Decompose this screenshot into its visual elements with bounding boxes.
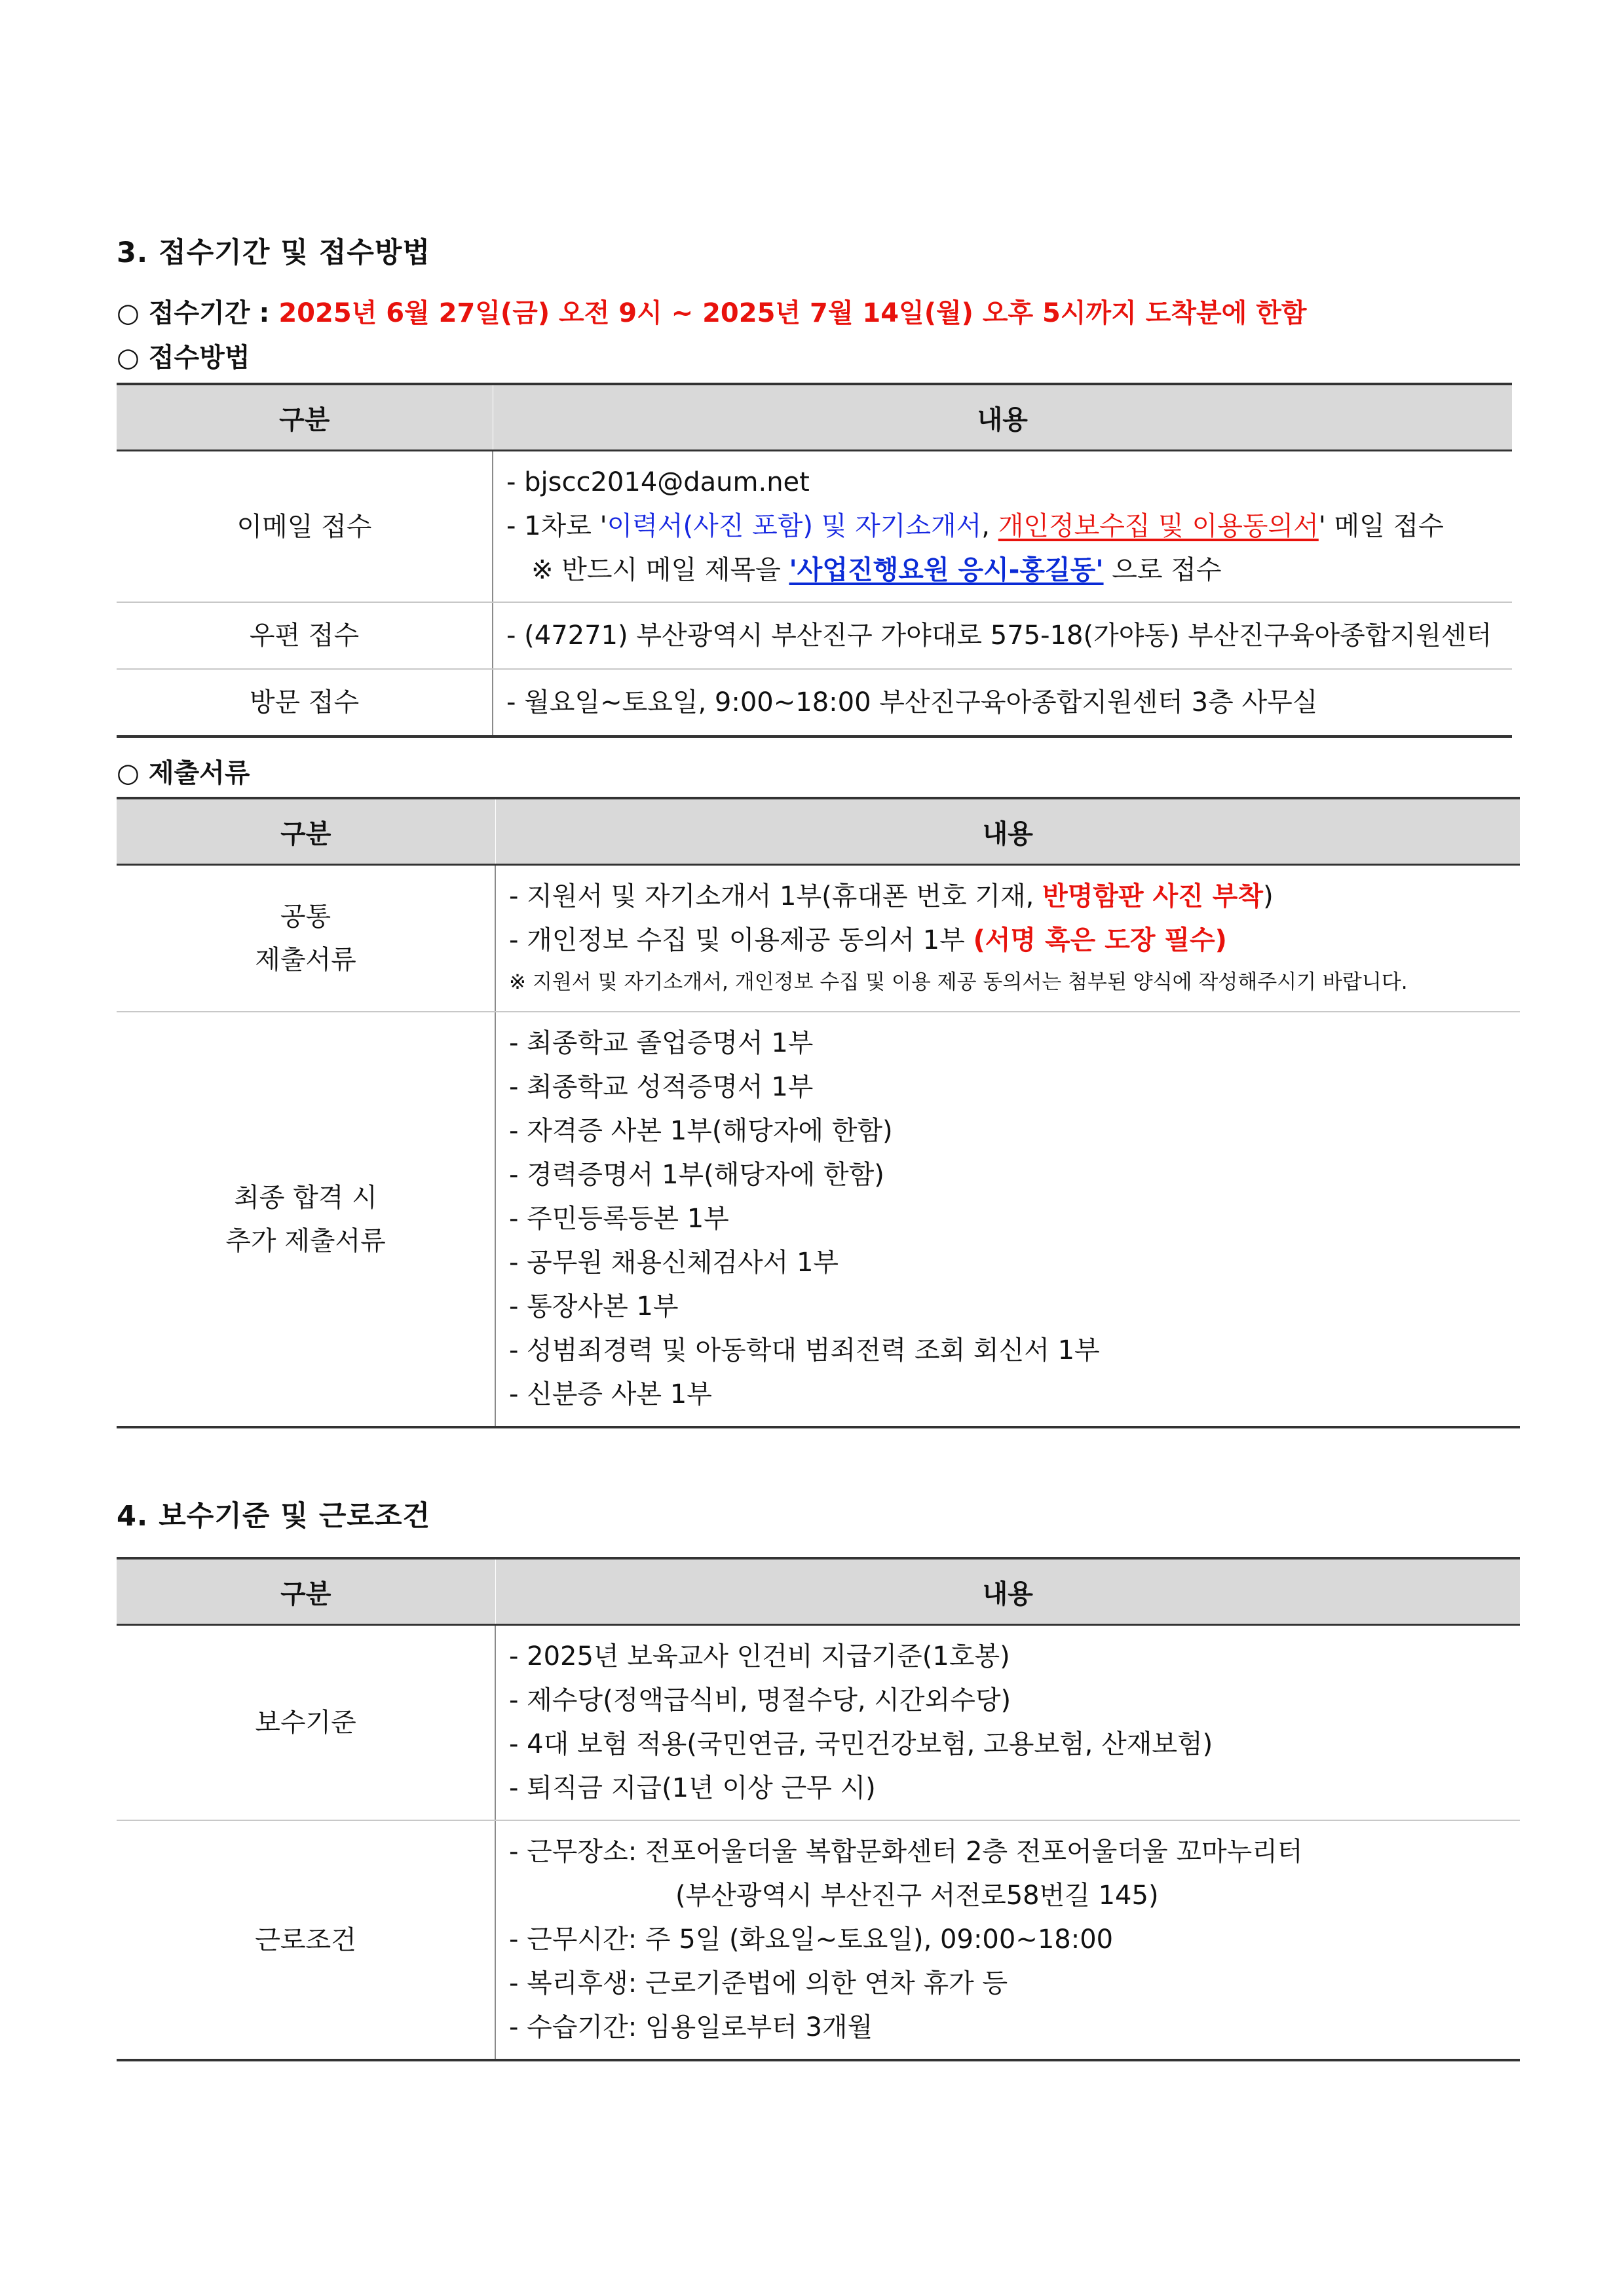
list-item: - 2025년 보육교사 인건비 지급기준(1호봉) (509, 1641, 1010, 1672)
row-content-common-docs (495, 865, 1520, 1012)
text-part: 으로 접수 (1103, 555, 1222, 585)
header-category: 구분 (117, 798, 495, 865)
row-label-pay: 보수기준 (117, 1625, 495, 1821)
table-row-email (117, 451, 1512, 603)
list-item: - 4대 보험 적용(국민연금, 국민건강보험, 고용보험, 산재보험) (509, 1729, 1213, 1759)
row-content-work (495, 1820, 1520, 2060)
list-item: - 신분증 사본 1부 (509, 1379, 712, 1409)
section-3-title: 3. 접수기간 및 접수방법 (117, 237, 431, 269)
docs-label: 제출서류 (148, 758, 250, 788)
visit-info: - 월요일~토요일, 9:00~18:00 부산진구육아종합지원센터 3층 사무실 (506, 687, 1318, 718)
work-place: - 근무장소: 전포어울더울 복합문화센터 2층 전포어울더울 꼬마누리터 (509, 1837, 1303, 1867)
label-line: 공통 (280, 902, 331, 932)
table-row-visit (117, 669, 1512, 737)
row-content-visit (493, 669, 1512, 737)
label-line: 추가 제출서류 (225, 1225, 386, 1256)
text-part: ※ 반드시 메일 제목을 (531, 555, 789, 585)
list-item: - 퇴직금 지급(1년 이상 근무 시) (509, 1773, 876, 1803)
row-label-visit: 방문 접수 (117, 669, 493, 737)
probation-period: - 수습기간: 임용일로부터 3개월 (509, 2012, 873, 2042)
period-line (117, 292, 1306, 330)
docs-table (117, 797, 1520, 1428)
work-place-address: (부산광역시 부산진구 서전로58번길 145) (675, 1881, 1159, 1911)
common-doc-1 (509, 875, 1520, 919)
row-label-post: 우편 접수 (117, 602, 493, 669)
label-line: 최종 합격 시 (234, 1182, 377, 1213)
circle-bullet-icon: ○ (117, 343, 140, 373)
table-header-row (117, 1558, 1520, 1625)
period-value: 2025년 6월 27일(금) 오전 9시 ~ 2025년 7월 14일(월) 오후 5시까지 도착분에 한함 (278, 298, 1307, 328)
row-label-final-docs (117, 1012, 495, 1427)
table-header-row (117, 798, 1520, 865)
table-header-row (117, 384, 1512, 451)
section-4-title: 4. 보수기준 및 근로조건 (117, 1500, 431, 1533)
header-category: 구분 (117, 1558, 495, 1625)
post-address: - (47271) 부산광역시 부산진구 가야대로 575-18(가야동) 부산진구육아종합지원센터 (506, 620, 1492, 651)
row-content-post (493, 602, 1512, 669)
header-content: 내용 (493, 384, 1512, 451)
row-label-email: 이메일 접수 (117, 451, 493, 603)
circle-bullet-icon: ○ (117, 758, 140, 788)
list-item: - 제수당(정액급식비, 명절수당, 시간외수당) (509, 1685, 1011, 1715)
method-label: 접수방법 (148, 343, 250, 373)
method-label-line (117, 337, 250, 374)
common-doc-2 (509, 919, 1520, 963)
table-row-common-docs (117, 865, 1520, 1012)
common-docs-note: ※ 지원서 및 자기소개서, 개인정보 수집 및 이용 제공 동의서는 첨부된 양식에 작성해주시기 바랍니다. (509, 970, 1408, 994)
email-subject-note (506, 548, 1512, 592)
row-label-work: 근로조건 (117, 1820, 495, 2060)
method-table (117, 383, 1512, 738)
text-part: , (981, 511, 998, 541)
text-part: - 개인정보 수집 및 이용제공 동의서 1부 (509, 925, 973, 955)
text-part: - 1차로 ' (506, 511, 607, 541)
header-content: 내용 (495, 798, 1520, 865)
work-hours: - 근무시간: 주 5일 (화요일~토요일), 09:00~18:00 (509, 1924, 1114, 1955)
period-label: 접수기간 : (148, 298, 270, 328)
photo-required-text: 반명함판 사진 부착 (1042, 881, 1264, 911)
circle-bullet-icon: ○ (117, 298, 140, 328)
list-item: - 주민등록등본 1부 (509, 1204, 729, 1234)
row-label-common-docs (117, 865, 495, 1012)
list-item: - 공무원 채용신체검사서 1부 (509, 1248, 839, 1278)
row-content-email (493, 451, 1512, 603)
row-content-pay (495, 1625, 1520, 1821)
text-part: ) (1263, 881, 1274, 911)
consent-form-text: 개인정보수집 및 이용동의서 (998, 511, 1319, 541)
email-instruction (506, 505, 1512, 548)
list-item: - 경력증명서 1부(해당자에 한함) (509, 1160, 884, 1190)
list-item: - 성범죄경력 및 아동학대 범죄전력 조회 회신서 1부 (509, 1335, 1100, 1366)
resume-text: 이력서(사진 포함) 및 자기소개서 (607, 511, 982, 541)
list-item: - 통장사본 1부 (509, 1292, 679, 1322)
table-row-final-docs (117, 1012, 1520, 1427)
signature-required-text: (서명 혹은 도장 필수) (973, 925, 1227, 955)
header-content: 내용 (495, 1558, 1520, 1625)
text-part: ' 메일 접수 (1318, 511, 1444, 541)
email-address: - bjscc2014@daum.net (506, 467, 810, 497)
pay-work-table (117, 1557, 1520, 2061)
header-category: 구분 (117, 384, 493, 451)
text-part: - 지원서 및 자기소개서 1부(휴대폰 번호 기재, (509, 881, 1043, 911)
table-row-post (117, 602, 1512, 669)
list-item: - 최종학교 성적증명서 1부 (509, 1072, 814, 1102)
work-benefits: - 복리후생: 근로기준법에 의한 연차 휴가 등 (509, 1968, 1008, 1999)
list-item: - 최종학교 졸업증명서 1부 (509, 1028, 814, 1058)
email-subject-example: '사업진행요원 응시-홍길동' (789, 555, 1104, 585)
table-row-pay (117, 1625, 1520, 1821)
list-item: - 자격증 사본 1부(해당자에 한함) (509, 1116, 893, 1146)
label-line: 제출서류 (255, 945, 356, 975)
row-content-final-docs (495, 1012, 1520, 1427)
table-row-work (117, 1820, 1520, 2060)
docs-label-line (117, 752, 250, 790)
